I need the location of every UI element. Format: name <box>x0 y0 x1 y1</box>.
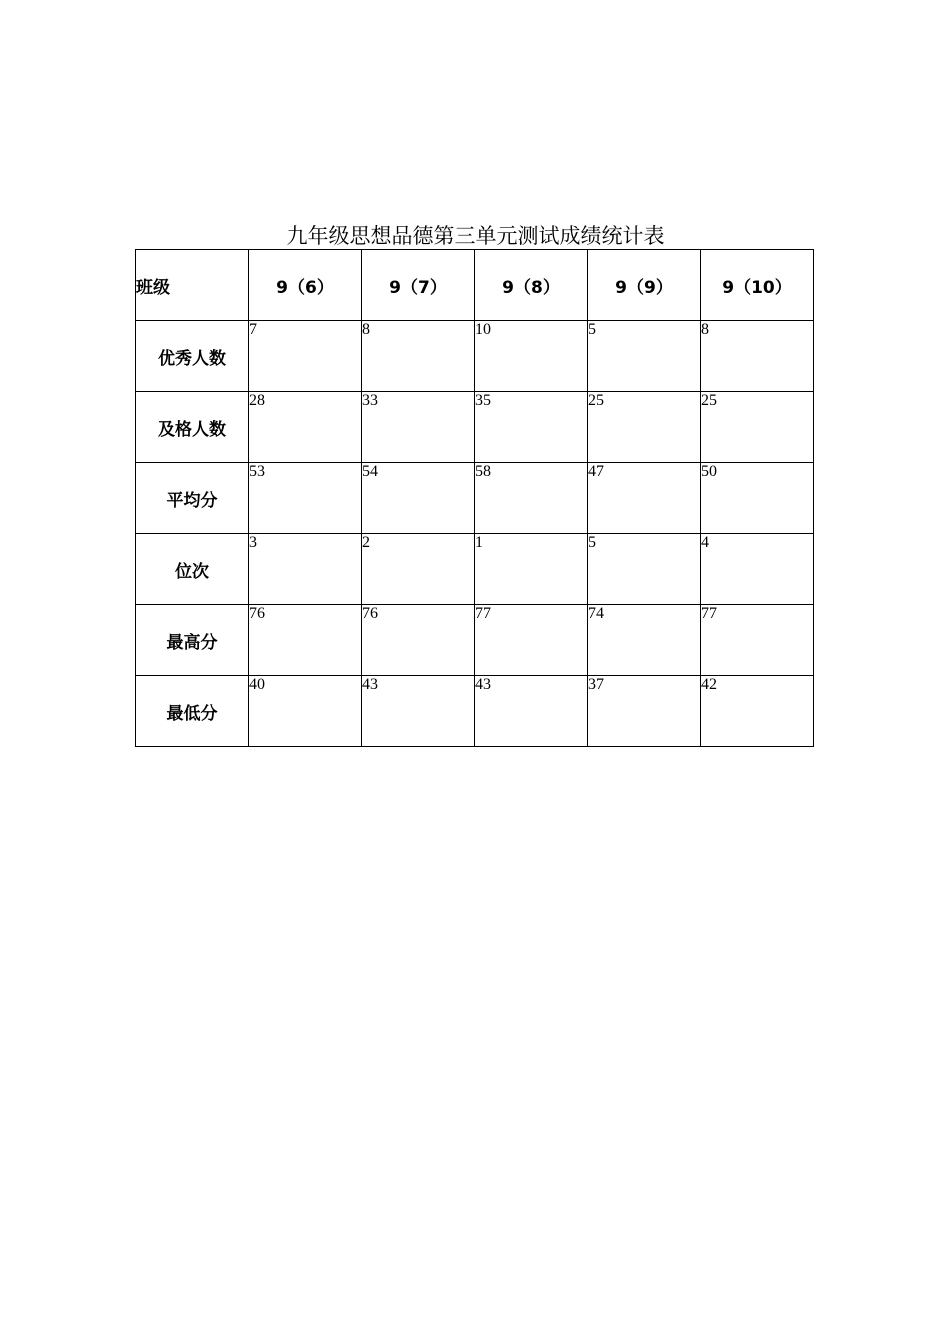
header-class-column: 9（8） <box>475 250 588 321</box>
table-cell: 10 <box>475 321 588 392</box>
table-row <box>136 534 814 605</box>
table-row <box>136 392 814 463</box>
header-class-column: 9（7） <box>362 250 475 321</box>
table-cell: 3 <box>249 534 362 605</box>
table-cell: 74 <box>588 605 701 676</box>
table-cell: 40 <box>249 676 362 747</box>
table-cell: 77 <box>701 605 814 676</box>
header-class-column: 9（6） <box>249 250 362 321</box>
table-cell: 77 <box>475 605 588 676</box>
header-class-column: 9（10） <box>701 250 814 321</box>
table-row <box>136 321 814 392</box>
header-class-column: 9（9） <box>588 250 701 321</box>
row-label: 优秀人数 <box>136 321 249 392</box>
table-cell: 42 <box>701 676 814 747</box>
table-cell: 47 <box>588 463 701 534</box>
table-cell: 5 <box>588 321 701 392</box>
table-cell: 2 <box>362 534 475 605</box>
score-statistics-table <box>135 249 814 747</box>
table-cell: 5 <box>588 534 701 605</box>
table-header-row <box>136 250 814 321</box>
table-row <box>136 605 814 676</box>
header-class-label: 班级 <box>136 250 249 321</box>
table-cell: 25 <box>588 392 701 463</box>
document-title: 九年级思想品德第三单元测试成绩统计表 <box>286 224 665 248</box>
row-label: 平均分 <box>136 463 249 534</box>
table-cell: 50 <box>701 463 814 534</box>
row-label: 最高分 <box>136 605 249 676</box>
table-cell: 25 <box>701 392 814 463</box>
table-cell: 8 <box>701 321 814 392</box>
table-cell: 37 <box>588 676 701 747</box>
table-cell: 43 <box>362 676 475 747</box>
table-cell: 76 <box>249 605 362 676</box>
table-cell: 54 <box>362 463 475 534</box>
table-cell: 7 <box>249 321 362 392</box>
table-cell: 33 <box>362 392 475 463</box>
table-cell: 8 <box>362 321 475 392</box>
table-cell: 35 <box>475 392 588 463</box>
table-cell: 4 <box>701 534 814 605</box>
row-label: 及格人数 <box>136 392 249 463</box>
table-row <box>136 463 814 534</box>
table-cell: 1 <box>475 534 588 605</box>
table-row <box>136 676 814 747</box>
table-cell: 76 <box>362 605 475 676</box>
table-cell: 58 <box>475 463 588 534</box>
table-cell: 43 <box>475 676 588 747</box>
table-cell: 28 <box>249 392 362 463</box>
table-cell: 53 <box>249 463 362 534</box>
row-label: 最低分 <box>136 676 249 747</box>
row-label: 位次 <box>136 534 249 605</box>
